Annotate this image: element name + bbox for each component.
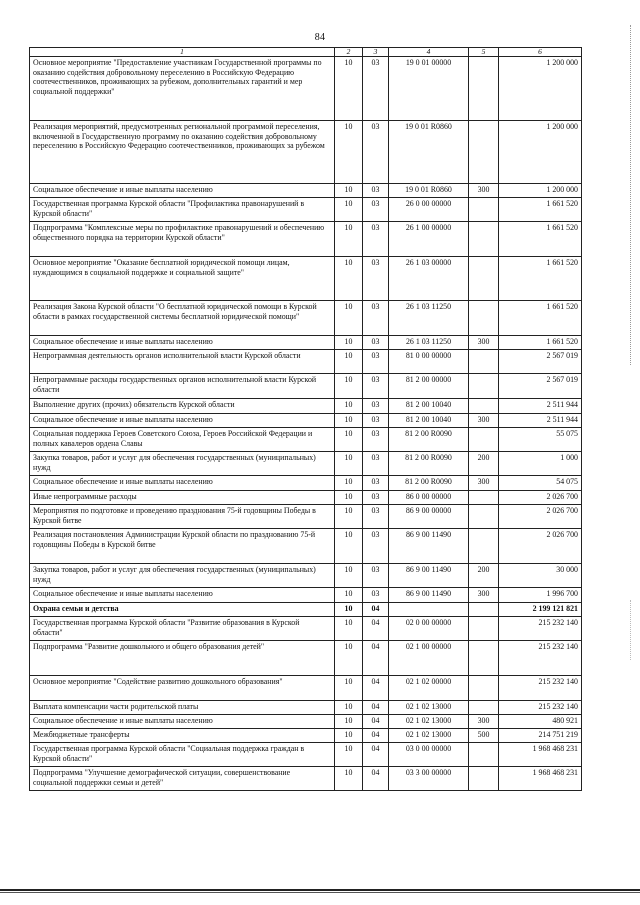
table-row (30, 374, 582, 399)
cell-section: 10 (335, 588, 363, 603)
cell-amount: 1 661 520 (499, 222, 582, 257)
table-row (30, 452, 582, 476)
cell-name: Основное мероприятие "Содействие развитию дошкольного образования" (30, 676, 335, 701)
table-row (30, 743, 582, 767)
cell-target: 03 3 00 00000 (389, 767, 469, 791)
table-row (30, 57, 582, 121)
cell-amount: 2 026 700 (499, 491, 582, 505)
cell-target: 26 1 03 00000 (389, 257, 469, 301)
cell-name: Выполнение других (прочих) обязательств Курской области (30, 399, 335, 414)
cell-name: Социальное обеспечение и иные выплаты населению (30, 414, 335, 428)
col-header-exp-type: 5 (469, 48, 499, 57)
cell-name: Закупка товаров, работ и услуг для обеспечения государственных (муниципальных) нужд (30, 564, 335, 588)
cell-amount: 215 232 140 (499, 701, 582, 715)
cell-target: 81 2 00 R0090 (389, 452, 469, 476)
cell-amount: 1 200 000 (499, 184, 582, 198)
cell-amount: 54 075 (499, 476, 582, 491)
cell-target: 02 1 02 13000 (389, 715, 469, 729)
cell-amount: 2 026 700 (499, 505, 582, 529)
cell-amount: 55 075 (499, 428, 582, 452)
cell-target: 02 1 02 13000 (389, 729, 469, 743)
cell-exp-type (469, 767, 499, 791)
cell-amount: 480 921 (499, 715, 582, 729)
cell-subsection: 04 (363, 617, 389, 641)
cell-section: 10 (335, 491, 363, 505)
cell-amount: 1 000 (499, 452, 582, 476)
cell-section: 10 (335, 743, 363, 767)
cell-name: Иные непрограммные расходы (30, 491, 335, 505)
cell-amount: 1 661 520 (499, 301, 582, 336)
cell-subsection: 03 (363, 374, 389, 399)
cell-section: 10 (335, 257, 363, 301)
table-row (30, 428, 582, 452)
cell-amount: 1 661 520 (499, 257, 582, 301)
cell-amount: 1 968 468 231 (499, 743, 582, 767)
col-header-name: 1 (30, 48, 335, 57)
cell-subsection: 03 (363, 491, 389, 505)
cell-section: 10 (335, 57, 363, 121)
table-row (30, 184, 582, 198)
cell-exp-type (469, 428, 499, 452)
table-row (30, 701, 582, 715)
cell-amount: 1 996 700 (499, 588, 582, 603)
cell-name: Государственная программа Курской области "Профилактика правонарушений в Курской области" (30, 198, 335, 222)
cell-target: 86 9 00 11490 (389, 564, 469, 588)
cell-target: 86 9 00 00000 (389, 505, 469, 529)
cell-name: Закупка товаров, работ и услуг для обеспечения государственных (муниципальных) нужд (30, 452, 335, 476)
cell-name: Государственная программа Курской области "Социальная поддержка граждан в Курской области" (30, 743, 335, 767)
cell-amount: 215 232 140 (499, 676, 582, 701)
table-body (30, 57, 582, 791)
cell-name: Реализация постановления Администрации Курской области по празднованию 75-й годовщины Победы в Курской битве (30, 529, 335, 564)
cell-exp-type: 300 (469, 588, 499, 603)
cell-subsection: 04 (363, 603, 389, 617)
cell-section: 10 (335, 676, 363, 701)
cell-name: Мероприятия по подготовке и проведению празднования 75-й годовщины Победы в Курской битве (30, 505, 335, 529)
cell-exp-type (469, 198, 499, 222)
cell-target: 02 1 00 00000 (389, 641, 469, 676)
col-header-subsection: 3 (363, 48, 389, 57)
cell-target: 81 2 00 10040 (389, 414, 469, 428)
cell-section: 10 (335, 374, 363, 399)
cell-name: Непрограммная деятельность органов исполнительной власти Курской области (30, 350, 335, 374)
cell-amount: 214 751 219 (499, 729, 582, 743)
margin-mark (630, 25, 632, 365)
cell-exp-type (469, 350, 499, 374)
col-header-target: 4 (389, 48, 469, 57)
cell-subsection: 03 (363, 336, 389, 350)
footer-rule (0, 892, 640, 893)
table-row (30, 715, 582, 729)
cell-target: 81 2 00 00000 (389, 374, 469, 399)
cell-name: Непрограммные расходы государственных органов исполнительной власти Курской области (30, 374, 335, 399)
cell-target: 81 2 00 R0090 (389, 476, 469, 491)
cell-target: 02 1 02 00000 (389, 676, 469, 701)
cell-subsection: 03 (363, 588, 389, 603)
cell-amount: 2 567 019 (499, 374, 582, 399)
cell-target: 81 2 00 R0090 (389, 428, 469, 452)
cell-exp-type: 200 (469, 452, 499, 476)
cell-name: Основное мероприятие "Оказание бесплатной юридической помощи лицам, нуждающимся в социальной поддержке и социальной защите" (30, 257, 335, 301)
cell-exp-type (469, 399, 499, 414)
cell-amount: 1 968 468 231 (499, 767, 582, 791)
cell-section: 10 (335, 505, 363, 529)
cell-exp-type (469, 121, 499, 184)
cell-subsection: 03 (363, 301, 389, 336)
cell-section: 10 (335, 336, 363, 350)
cell-subsection: 04 (363, 767, 389, 791)
table-row (30, 476, 582, 491)
page-number: 84 (314, 32, 326, 43)
cell-target: 81 2 00 10040 (389, 399, 469, 414)
cell-exp-type (469, 676, 499, 701)
cell-subsection: 03 (363, 222, 389, 257)
table-row (30, 603, 582, 617)
cell-target: 03 0 00 00000 (389, 743, 469, 767)
cell-exp-type (469, 222, 499, 257)
cell-target: 26 1 03 11250 (389, 336, 469, 350)
cell-exp-type (469, 57, 499, 121)
cell-section: 10 (335, 452, 363, 476)
cell-name: Основное мероприятие "Предоставление участникам Государственной программы по оказанию содействия добровольному переселению в Российскую Федерацию соотечественников, проживающих за рубежом, дополнительных гарантий и мер социальной поддержки" (30, 57, 335, 121)
cell-name: Межбюджетные трансферты (30, 729, 335, 743)
table-row (30, 121, 582, 184)
cell-subsection: 03 (363, 121, 389, 184)
cell-section: 10 (335, 603, 363, 617)
cell-subsection: 03 (363, 57, 389, 121)
cell-exp-type (469, 505, 499, 529)
cell-exp-type (469, 301, 499, 336)
cell-exp-type (469, 603, 499, 617)
cell-target: 86 0 00 00000 (389, 491, 469, 505)
cell-section: 10 (335, 729, 363, 743)
cell-amount: 2 026 700 (499, 529, 582, 564)
cell-target: 19 0 01 00000 (389, 57, 469, 121)
cell-target: 19 0 01 R0860 (389, 184, 469, 198)
cell-amount: 2 511 944 (499, 399, 582, 414)
cell-section: 10 (335, 350, 363, 374)
cell-section: 10 (335, 767, 363, 791)
cell-subsection: 03 (363, 184, 389, 198)
cell-exp-type: 500 (469, 729, 499, 743)
cell-subsection: 04 (363, 743, 389, 767)
cell-name: Социальное обеспечение и иные выплаты населению (30, 715, 335, 729)
budget-table (29, 47, 582, 791)
cell-section: 10 (335, 414, 363, 428)
table-row (30, 767, 582, 791)
cell-subsection: 03 (363, 564, 389, 588)
cell-amount: 1 661 520 (499, 336, 582, 350)
cell-exp-type (469, 743, 499, 767)
table-header-row (30, 48, 582, 57)
cell-exp-type: 200 (469, 564, 499, 588)
cell-target: 02 0 00 00000 (389, 617, 469, 641)
table-row (30, 491, 582, 505)
cell-section: 10 (335, 222, 363, 257)
cell-exp-type (469, 617, 499, 641)
cell-subsection: 03 (363, 257, 389, 301)
table-row (30, 399, 582, 414)
col-header-amount: 6 (499, 48, 582, 57)
table-row (30, 414, 582, 428)
cell-target: 81 0 00 00000 (389, 350, 469, 374)
table-row (30, 617, 582, 641)
table-row (30, 564, 582, 588)
cell-name: Социальное обеспечение и иные выплаты населению (30, 184, 335, 198)
cell-name: Подпрограмма "Комплексные меры по профилактике правонарушений и обеспечению общественного порядка на территории Курской области" (30, 222, 335, 257)
cell-subsection: 03 (363, 399, 389, 414)
table-row (30, 301, 582, 336)
cell-amount: 30 000 (499, 564, 582, 588)
table-row (30, 505, 582, 529)
table-row (30, 350, 582, 374)
cell-amount: 1 200 000 (499, 57, 582, 121)
footer-rule (0, 889, 640, 891)
table-row (30, 198, 582, 222)
cell-subsection: 03 (363, 414, 389, 428)
cell-name: Социальное обеспечение и иные выплаты населению (30, 336, 335, 350)
cell-section: 10 (335, 641, 363, 676)
cell-target (389, 603, 469, 617)
cell-exp-type (469, 257, 499, 301)
cell-section: 10 (335, 476, 363, 491)
cell-name: Реализация мероприятий, предусмотренных региональной программой переселения, включенной в Государственную программу по оказанию содействия добровольному переселению в Российскую Федерацию соотечественников, проживающих за рубежом (30, 121, 335, 184)
cell-exp-type: 300 (469, 414, 499, 428)
cell-section: 10 (335, 701, 363, 715)
cell-amount: 2 199 121 821 (499, 603, 582, 617)
cell-section: 10 (335, 301, 363, 336)
cell-name: Социальная поддержка Героев Советского Союза, Героев Российской Федерации и полных кавалеров ордена Славы (30, 428, 335, 452)
cell-name: Подпрограмма "Развитие дошкольного и общего образования детей" (30, 641, 335, 676)
cell-exp-type (469, 529, 499, 564)
cell-amount: 2 511 944 (499, 414, 582, 428)
cell-name: Охрана семьи и детства (30, 603, 335, 617)
cell-section: 10 (335, 715, 363, 729)
col-header-section: 2 (335, 48, 363, 57)
table-row (30, 257, 582, 301)
cell-section: 10 (335, 617, 363, 641)
cell-target: 86 9 00 11490 (389, 588, 469, 603)
cell-subsection: 04 (363, 676, 389, 701)
table-row (30, 588, 582, 603)
cell-amount: 1 200 000 (499, 121, 582, 184)
cell-subsection: 03 (363, 505, 389, 529)
cell-subsection: 04 (363, 729, 389, 743)
cell-name: Подпрограмма "Улучшение демографической ситуации, совершенствование социальной поддержки семьи и детей" (30, 767, 335, 791)
cell-subsection: 04 (363, 641, 389, 676)
cell-target: 26 1 03 11250 (389, 301, 469, 336)
cell-subsection: 03 (363, 198, 389, 222)
cell-section: 10 (335, 184, 363, 198)
cell-name: Выплата компенсации части родительской платы (30, 701, 335, 715)
cell-exp-type (469, 374, 499, 399)
table-row (30, 336, 582, 350)
cell-exp-type: 300 (469, 336, 499, 350)
cell-amount: 215 232 140 (499, 641, 582, 676)
cell-subsection: 04 (363, 701, 389, 715)
table-row (30, 729, 582, 743)
cell-exp-type (469, 641, 499, 676)
cell-exp-type: 300 (469, 476, 499, 491)
cell-section: 10 (335, 428, 363, 452)
cell-amount: 2 567 019 (499, 350, 582, 374)
cell-name: Реализация Закона Курской области "О бесплатной юридической помощи в Курской области в рамках государственной системы бесплатной юридической помощи" (30, 301, 335, 336)
table-row (30, 529, 582, 564)
cell-target: 02 1 02 13000 (389, 701, 469, 715)
cell-subsection: 03 (363, 428, 389, 452)
cell-target: 19 0 01 R0860 (389, 121, 469, 184)
cell-subsection: 04 (363, 715, 389, 729)
table-row (30, 222, 582, 257)
margin-mark (630, 600, 632, 660)
cell-section: 10 (335, 121, 363, 184)
table-row (30, 676, 582, 701)
table-row (30, 641, 582, 676)
cell-exp-type (469, 491, 499, 505)
cell-section: 10 (335, 564, 363, 588)
cell-name: Государственная программа Курской области "Развитие образования в Курской области" (30, 617, 335, 641)
cell-exp-type (469, 701, 499, 715)
cell-subsection: 03 (363, 529, 389, 564)
cell-exp-type: 300 (469, 715, 499, 729)
cell-target: 26 1 00 00000 (389, 222, 469, 257)
cell-target: 86 9 00 11490 (389, 529, 469, 564)
cell-subsection: 03 (363, 476, 389, 491)
cell-amount: 215 232 140 (499, 617, 582, 641)
cell-name: Социальное обеспечение и иные выплаты населению (30, 588, 335, 603)
cell-section: 10 (335, 529, 363, 564)
cell-subsection: 03 (363, 452, 389, 476)
cell-section: 10 (335, 399, 363, 414)
cell-name: Социальное обеспечение и иные выплаты населению (30, 476, 335, 491)
cell-subsection: 03 (363, 350, 389, 374)
cell-amount: 1 661 520 (499, 198, 582, 222)
cell-exp-type: 300 (469, 184, 499, 198)
cell-section: 10 (335, 198, 363, 222)
cell-target: 26 0 00 00000 (389, 198, 469, 222)
